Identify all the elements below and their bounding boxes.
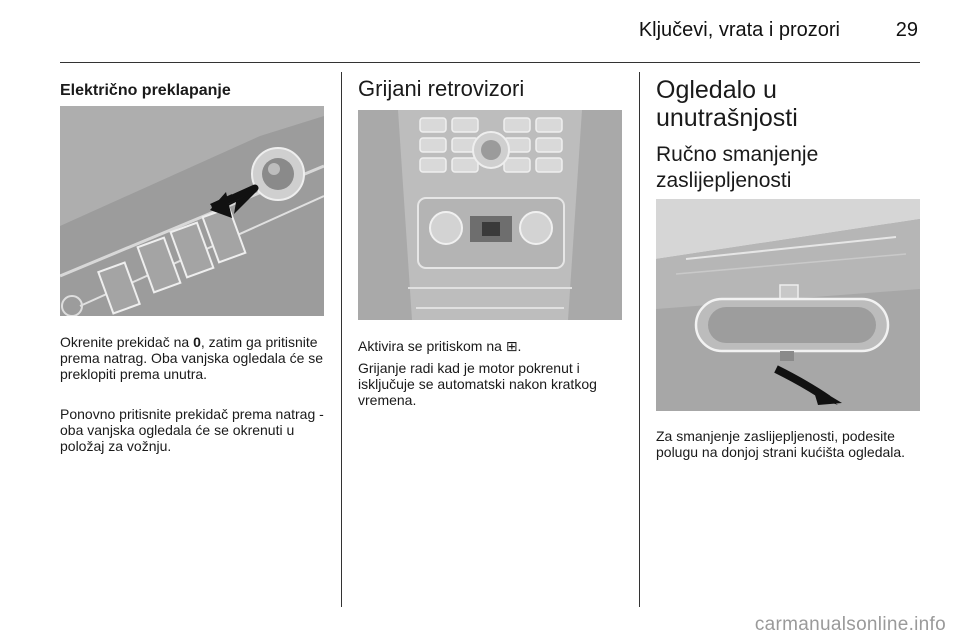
- instruction-paragraph: Okrenite prekidač na 0, zatim ga pritisnite prema natrag. Oba vanjska ogledala će se preklopiti prema unutra.: [60, 334, 324, 382]
- switch-position: 0: [193, 334, 201, 350]
- column-divider: [341, 72, 342, 607]
- header-title: Ključevi, vrata i prozori: [638, 19, 840, 41]
- section-heading: Ogledalo u unutrašnjosti: [656, 76, 798, 132]
- page-number: 29: [895, 19, 918, 41]
- center-console-illustration: [358, 110, 622, 320]
- watermark: carmanualsonline.info: [754, 614, 946, 635]
- page-header: [60, 0, 920, 63]
- column-divider: [639, 72, 640, 607]
- section-heading: Električno preklapanje: [60, 82, 231, 99]
- subsection-heading: Ručno smanjenje zaslijepljenosti: [656, 143, 819, 192]
- mirror-switch-illustration: [60, 106, 324, 316]
- section-heading: Grijani retrovizori: [358, 76, 525, 101]
- instruction-paragraph: Za smanjenje zaslijepljenosti, podesite polugu na donjoj strani kućišta ogledala.: [656, 428, 906, 460]
- instruction-paragraph: Aktivira se pritiskom na ⊞.: [358, 338, 522, 354]
- instruction-paragraph: Grijanje radi kad je motor pokrenut i isključuje se automatski nakon kratkog vremena.: [358, 360, 597, 408]
- rearview-mirror-illustration: [656, 199, 920, 411]
- instruction-paragraph: Ponovno pritisnite prekidač prema natrag - oba vanjska ogledala će se okrenuti u položaj za vožnju.: [60, 406, 324, 454]
